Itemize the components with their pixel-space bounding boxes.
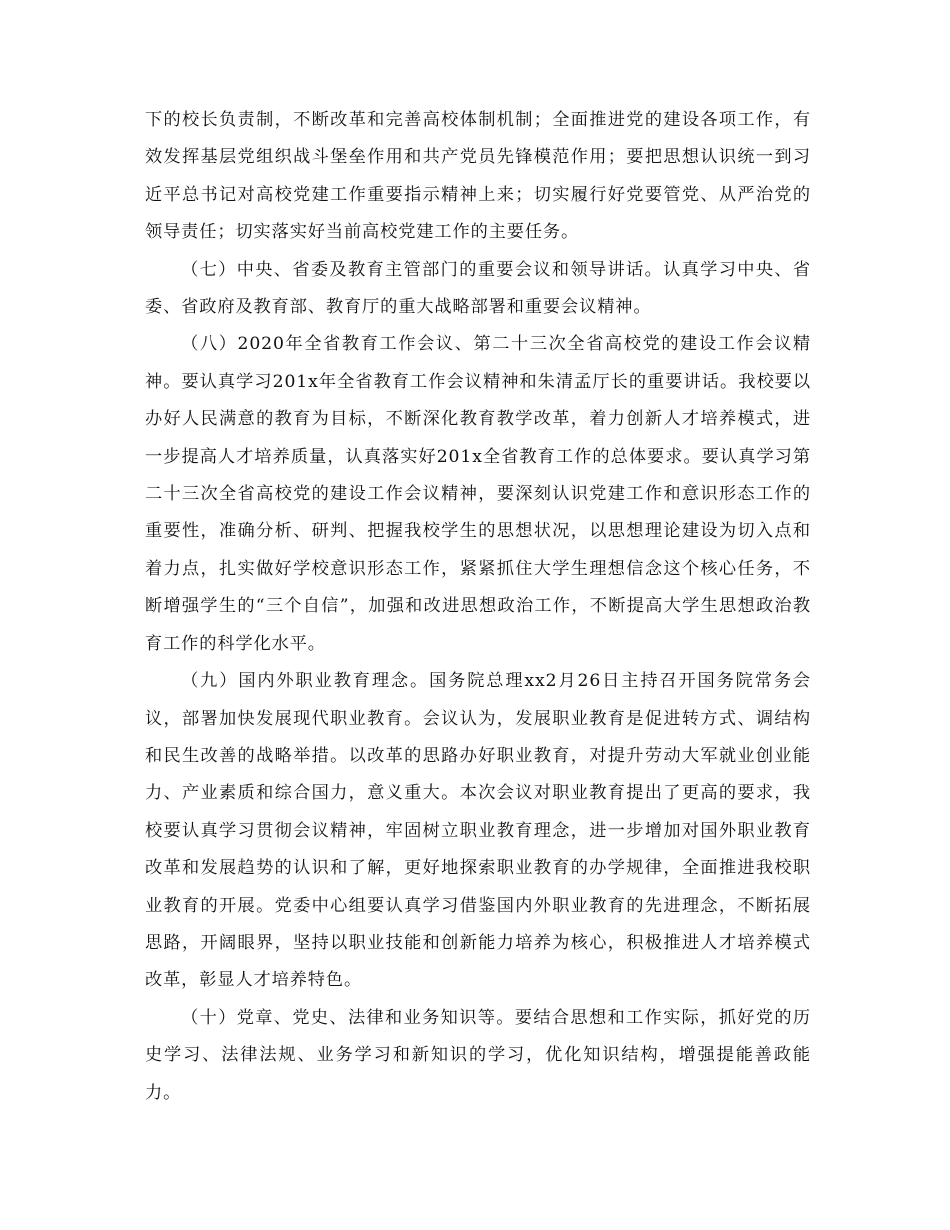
paragraph-10: （十）党章、党史、法律和业务知识等。要结合思想和工作实际，抓好党的历史学习、法律法规、业务学习和新知识的学习，优化知识结构，增强提能善政能力。: [145, 1007, 811, 1103]
paragraph-9: （九）国内外职业教育理念。国务院总理xx2月26日主持召开国务院常务会议，部署加快发展现代职业教育。会议认为，发展职业教育是促进转方式、调结构和民生改善的战略举措。以改革的思路办好职业教育，对提升劳动大军就业创业能力、产业素质和综合国力，意义重大。本次会议对职业教育提出了更高的要求，我校要认真学习贯彻会议精神，牢固树立职业教育理念，进一步增加对国外职业教育改革和发展趋势的认识和了解，更好地探索职业教育的办学规律，全面推进我校职业教育的开展。党委中心组要认真学习借鉴国内外职业教育的先进理念，不断拓展思路，开阔眼界，坚持以职业技能和创新能力培养为核心，积极推进人才培养模式改革，彰显人才培养特色。: [145, 671, 811, 991]
document-body: [145, 102, 811, 1112]
paragraph-continuation: 下的校长负责制，不断改革和完善高校体制机制；全面推进党的建设各项工作，有效发挥基层党组织战斗堡垒作用和共产党员先锋模范作用；要把思想认识统一到习近平总书记对高校党建工作重要指示精神上来；切实履行好党要管党、从严治党的领导责任；切实落实好当前高校党建工作的主要任务。: [145, 110, 811, 243]
paragraph-8: （八）2020年全省教育工作会议、第二十三次全省高校党的建设工作会议精神。要认真学习201x年全省教育工作会议精神和朱清孟厅长的重要讲话。我校要以办好人民满意的教育为目标，不断深化教育教学改革，着力创新人才培养模式，进一步提高人才培养质量，认真落实好201x全省教育工作的总体要求。要认真学习第二十三次全省高校党的建设工作会议精神，要深刻认识党建工作和意识形态工作的重要性，准确分析、研判、把握我校学生的思想状况，以思想理论建设为切入点和着力点，扎实做好学校意识形态工作，紧紧抓住大学生理想信念这个核心任务，不断增强学生的“三个自信”，加强和改进思想政治工作，不断提高大学生思想政治教育工作的科学化水平。: [145, 334, 811, 654]
paragraph-7: （七）中央、省委及教育主管部门的重要会议和领导讲话。认真学习中央、省委、省政府及教育部、教育厅的重大战略部署和重要会议精神。: [145, 259, 811, 318]
